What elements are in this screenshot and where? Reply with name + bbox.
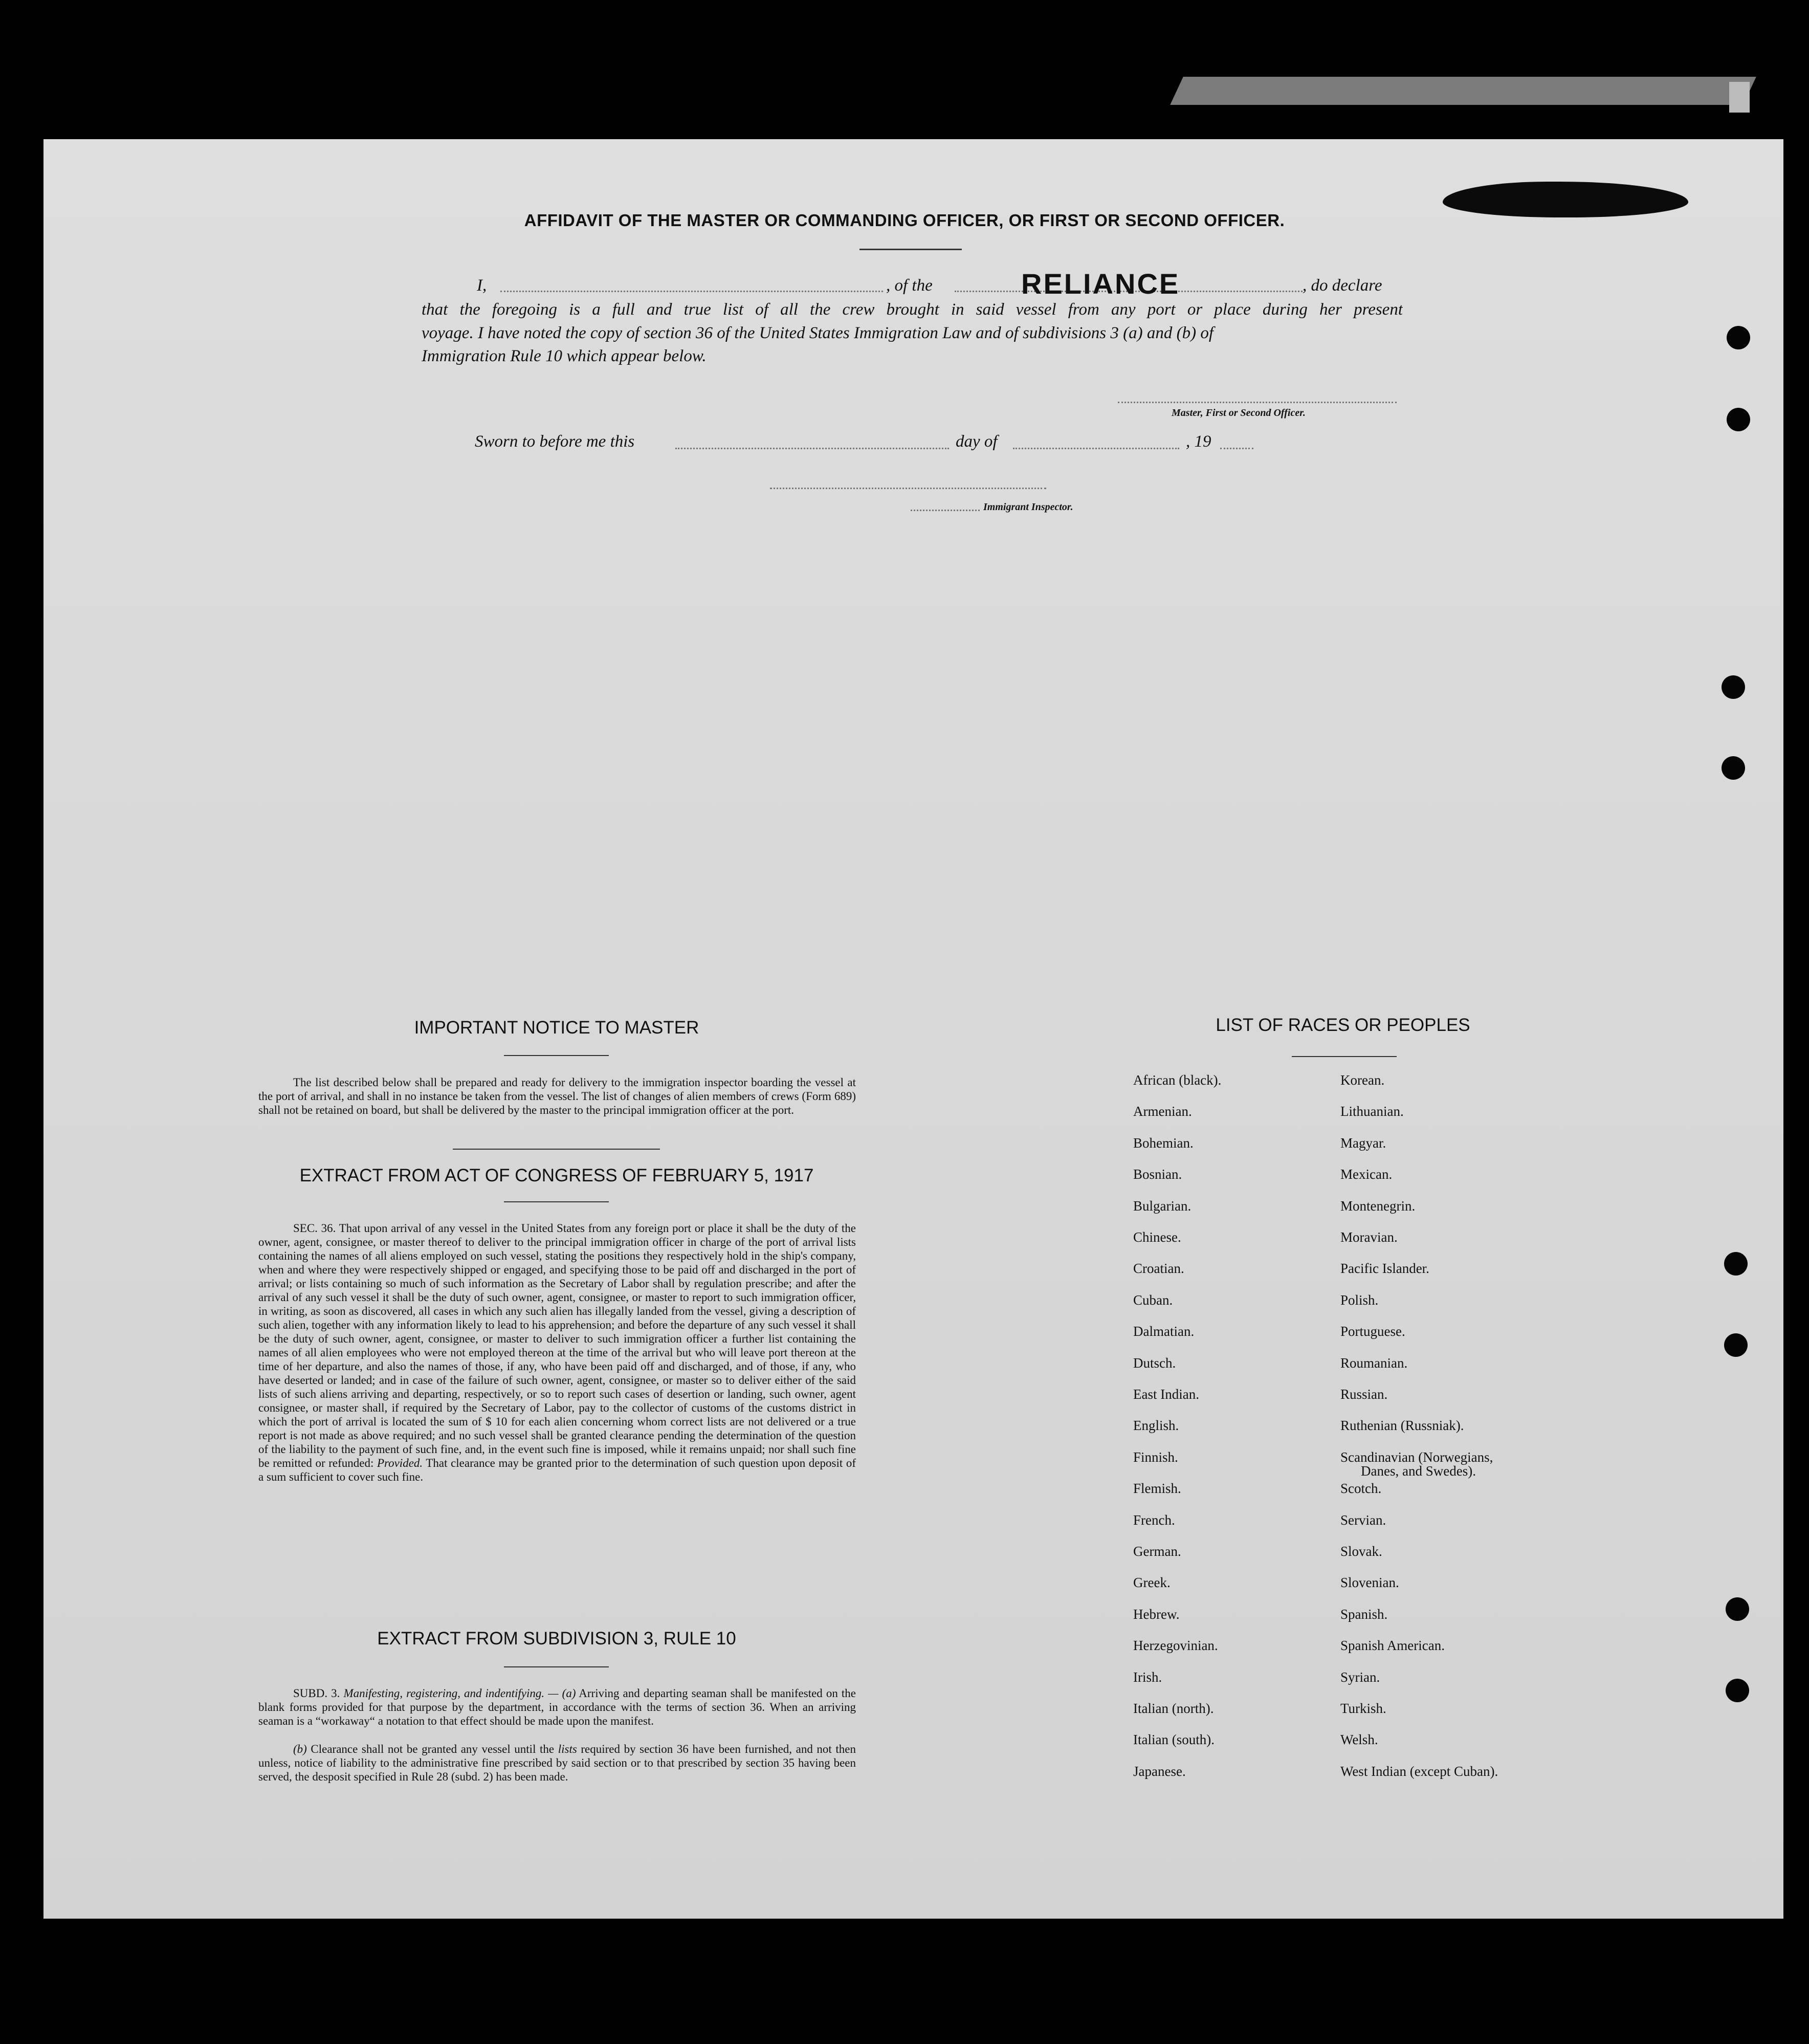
punch-hole [1722, 675, 1745, 699]
rule-a-italic: Manifesting, registering, and indentifying. — (a) [343, 1687, 576, 1700]
race-item: French. [1133, 1512, 1175, 1528]
act-text [258, 1221, 856, 1484]
race-item: Turkish. [1340, 1701, 1386, 1716]
vessel-name: RELIANCE [1021, 268, 1180, 300]
affidavit-line4: Immigration Rule 10 which appear below. [422, 347, 707, 365]
race-item: Korean. [1340, 1072, 1385, 1088]
rule-subd-a [258, 1686, 856, 1728]
affidavit-i: I, [477, 276, 487, 295]
race-item: West Indian (except Cuban). [1340, 1764, 1498, 1779]
rule-rule [504, 1666, 609, 1667]
background-strip-edge [1729, 82, 1750, 113]
race-item: Moravian. [1340, 1229, 1398, 1245]
punch-hole [1727, 408, 1750, 431]
affidavit-title: AFFIDAVIT OF THE MASTER OR COMMANDING OFFICER, OR FIRST OR SECOND OFFICER. [524, 211, 1285, 230]
rule-b-italic: (b) [293, 1743, 307, 1755]
race-item-continued: Danes, and Swedes). [1361, 1463, 1476, 1479]
race-item: Syrian. [1340, 1669, 1380, 1685]
race-item: African (black). [1133, 1072, 1222, 1088]
race-item: Slovak. [1340, 1544, 1382, 1559]
sworn-year-field[interactable] [1220, 448, 1253, 449]
race-item: Hebrew. [1133, 1607, 1180, 1622]
rule-subd-b [258, 1742, 856, 1784]
rule-a-lead: SUBD. 3. [293, 1687, 344, 1700]
punch-hole [1724, 1333, 1748, 1357]
race-item: Greek. [1133, 1575, 1171, 1590]
name-field[interactable] [500, 291, 883, 292]
notice-text: The list described below shall be prepared and ready for delivery to the immigration inspector boarding the vessel at the port of arrival, and shall in no instance be taken from the vessel. The list of changes of alien members of crews (Form 689) shall not be retained on board, but shall be delivered by the master to the principal immigration officer at the port. [258, 1076, 856, 1116]
race-item: Slovenian. [1340, 1575, 1399, 1590]
race-item: Finnish. [1133, 1449, 1178, 1465]
punch-hole [1727, 326, 1750, 349]
race-item: Spanish American. [1340, 1638, 1445, 1653]
race-item: Roumanian. [1340, 1355, 1408, 1371]
race-item: Portuguese. [1340, 1324, 1405, 1339]
race-item: Polish. [1340, 1292, 1379, 1308]
race-item: Japanese. [1133, 1764, 1186, 1779]
sworn-month-field[interactable] [1013, 448, 1179, 449]
title-rule [859, 249, 962, 250]
race-item: Scotch. [1340, 1481, 1382, 1496]
race-item: Magyar. [1340, 1135, 1386, 1151]
punch-hole [1726, 1597, 1749, 1621]
act-provided: Provided. [377, 1457, 423, 1469]
affidavit-line3: voyage. I have noted the copy of section 36 of the United States Immigration Law and of subdivisions 3 (a) and (b) of [422, 324, 1214, 342]
race-item: Dalmatian. [1133, 1324, 1195, 1339]
race-item: Lithuanian. [1340, 1104, 1404, 1119]
inspector-caption: Immigrant Inspector. [983, 501, 1073, 513]
day-of-text: day of [956, 432, 998, 451]
race-item: English. [1133, 1418, 1179, 1433]
race-item: Armenian. [1133, 1104, 1192, 1119]
notice-heading: IMPORTANT NOTICE TO MASTER [414, 1018, 699, 1038]
affidavit-do-declare: , do declare [1303, 276, 1382, 295]
sworn-day-field[interactable] [675, 448, 949, 449]
races-rule [1292, 1056, 1397, 1057]
signature-caption: Master, First or Second Officer. [1172, 407, 1306, 419]
race-item: Ruthenian (Russniak). [1340, 1418, 1464, 1433]
race-item: Pacific Islander. [1340, 1261, 1429, 1276]
race-item: Flemish. [1133, 1481, 1181, 1496]
race-item: German. [1133, 1544, 1181, 1559]
race-item: Bohemian. [1133, 1135, 1194, 1151]
act-body-end: That clearance may be granted prior to the determination of such question upon deposit of a sum sufficient to cover such fine. [258, 1457, 856, 1483]
race-item: Bulgarian. [1133, 1198, 1192, 1214]
race-item: Croatian. [1133, 1261, 1184, 1276]
race-item: Scandinavian (Norwegians, [1340, 1449, 1493, 1465]
races-heading: LIST OF RACES OR PEOPLES [1216, 1015, 1470, 1035]
inspector-signature-field[interactable] [770, 488, 1046, 489]
punch-hole [1726, 1679, 1749, 1702]
race-item: Cuban. [1133, 1292, 1173, 1308]
year-prefix: , 19 [1186, 432, 1211, 451]
race-item: Dutsch. [1133, 1355, 1176, 1371]
sworn-text: Sworn to before me this [475, 432, 635, 451]
notice-rule [504, 1055, 609, 1056]
rule-b-lists: lists [558, 1743, 577, 1755]
race-item: East Indian. [1133, 1387, 1199, 1402]
notice-bottom-rule [453, 1149, 660, 1150]
rule-a-text: Arriving and departing seaman shall be manifested on the blank forms provided for that purpose by the department, in accordance with the terms of section 36. When an arriving seaman is a “workaway“ a notation to that effect should be made upon the manifest. [258, 1687, 856, 1727]
race-item: Italian (south). [1133, 1732, 1215, 1747]
act-rule [504, 1201, 609, 1202]
race-item: Herzegovinian. [1133, 1638, 1218, 1653]
rule-b-text2: required by section 36 have been furnished, and not then unless, notice of liability to the administrative fine prescribed by said section or to that prescribed by section 35 having been served, the desposit specified in Rule 28 (subd. 2) has been made. [258, 1743, 856, 1783]
officer-signature-field[interactable] [1118, 402, 1397, 403]
race-item: Russian. [1340, 1387, 1388, 1402]
race-item: Spanish. [1340, 1607, 1388, 1622]
act-body: SEC. 36. That upon arrival of any vessel in the United States from any foreign port or place it shall be the duty of the owner, agent, consignee, or master thereof to deliver to the principal immigration officer in charge of the port of arrival lists containing the names of all aliens employed on such vessel, stating the positions they respectively hold in the ship's company, when and where they were respectively shipped or engaged, and specifying those to be paid off and discharged in the port of arrival; or lists containing so much of such information as the Secretary of Labor shall by regulation prescribe; and after the arrival of any such vessel it shall be the duty of such owner, agent, consignee, or master to report to such immigration officer, in writing, as soon as discovered, all cases in which any such alien has illegally landed from the vessel, giving a description of such alien, together with any information likely to lead to his apprehension; and before the departure of any such vessel it shall be the duty of such owner, agent, consignee, or master to deliver to such immigration officer a further list containing the names of all alien employees who were not employed thereon at the time of the arrival but who will leave port thereon at the time of her departure, and also the names of those, if any, who have been paid off and discharged, and of those, if any, who have deserted or landed; and in case of the failure of such owner, agent, consignee, or master so to deliver either of the said lists of such aliens arriving and departing, respectively, or so to report such cases of desertion or landing, such owner, agent consignee, or master shall, if required by the Secretary of Labor, pay to the collector of customs of the customs district in which the port of arrival is located the sum of $ 10 for each alien concerning whom correct lists are not delivered or a true report is not made as above required; and no such vessel shall be granted clearance pending the determination of the question of the liability to the payment of such fine, and, in the event such fine is imposed, while it remains unpaid; nor shall such fine be remitted or refunded: [258, 1222, 856, 1469]
background-strip [1170, 77, 1756, 105]
race-item: Servian. [1340, 1512, 1386, 1528]
race-item: Montenegrin. [1340, 1198, 1416, 1214]
race-item: Chinese. [1133, 1229, 1181, 1245]
race-item: Irish. [1133, 1669, 1162, 1685]
race-item: Bosnian. [1133, 1167, 1182, 1182]
race-item: Welsh. [1340, 1732, 1378, 1747]
inspector-signature-field-2[interactable] [911, 510, 980, 511]
race-item: Mexican. [1340, 1167, 1393, 1182]
act-heading: EXTRACT FROM ACT OF CONGRESS OF FEBRUARY 5, 1917 [299, 1166, 814, 1185]
rule-b-text1: Clearance shall not be granted any vessel until the [306, 1743, 558, 1755]
affidavit-line2: that the foregoing is a full and true list of all the crew brought in said vessel from any port or place during her present [422, 300, 1403, 319]
rule-heading: EXTRACT FROM SUBDIVISION 3, RULE 10 [377, 1629, 736, 1649]
punch-hole [1724, 1252, 1748, 1276]
affidavit-of-the: , of the [886, 276, 933, 295]
punch-hole [1722, 756, 1745, 780]
race-item: Italian (north). [1133, 1701, 1214, 1716]
